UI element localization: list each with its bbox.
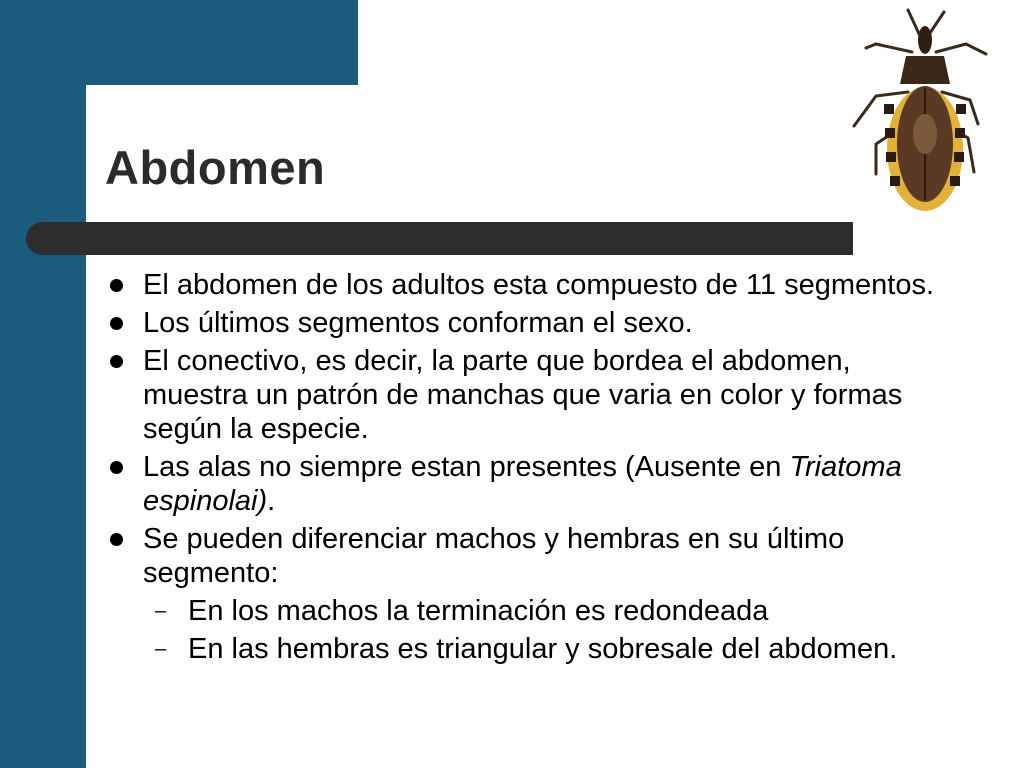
sub-list-item-text: En los machos la terminación es redondeada <box>188 595 769 627</box>
sub-list-item-text: En las hembras es triangular y sobresale del abdomen. <box>188 633 898 665</box>
list-item <box>105 306 955 340</box>
list-item-text: Los últimos segmentos conforman el sexo. <box>143 307 693 339</box>
sub-list-item <box>105 594 955 628</box>
bullet-icon <box>110 355 123 368</box>
list-item <box>105 344 955 446</box>
list-item <box>105 522 955 590</box>
bullet-list <box>105 268 955 670</box>
species-name: Triatoma espinolai) <box>143 451 902 517</box>
list-item-text: Las alas no siempre estan presentes (Ausente en <box>143 451 790 483</box>
bullet-icon <box>110 279 123 292</box>
list-item <box>105 268 955 302</box>
bullet-icon <box>110 533 123 546</box>
sub-list-item <box>105 632 955 666</box>
list-item-text: El abdomen de los adultos esta compuesto de 11 segmentos. <box>143 269 935 301</box>
slide-title: Abdomen <box>105 141 326 194</box>
list-item-text: Se pueden diferenciar machos y hembras en su último segmento: <box>143 523 845 589</box>
list-item-text-end: . <box>267 485 276 517</box>
dash-marker: – <box>155 638 167 660</box>
list-item-text: El conectivo, es decir, la parte que bordea el abdomen, muestra un patrón de manchas que varia en color y formas según la especie. <box>143 345 903 445</box>
list-item <box>105 450 955 518</box>
bullet-icon <box>110 317 123 330</box>
title-underline-bar <box>26 222 853 255</box>
header-accent-block <box>0 0 358 85</box>
bullet-icon <box>110 461 123 474</box>
dash-marker: – <box>155 600 167 622</box>
sidebar-accent <box>0 0 86 768</box>
kissing-bug-image <box>846 4 996 214</box>
